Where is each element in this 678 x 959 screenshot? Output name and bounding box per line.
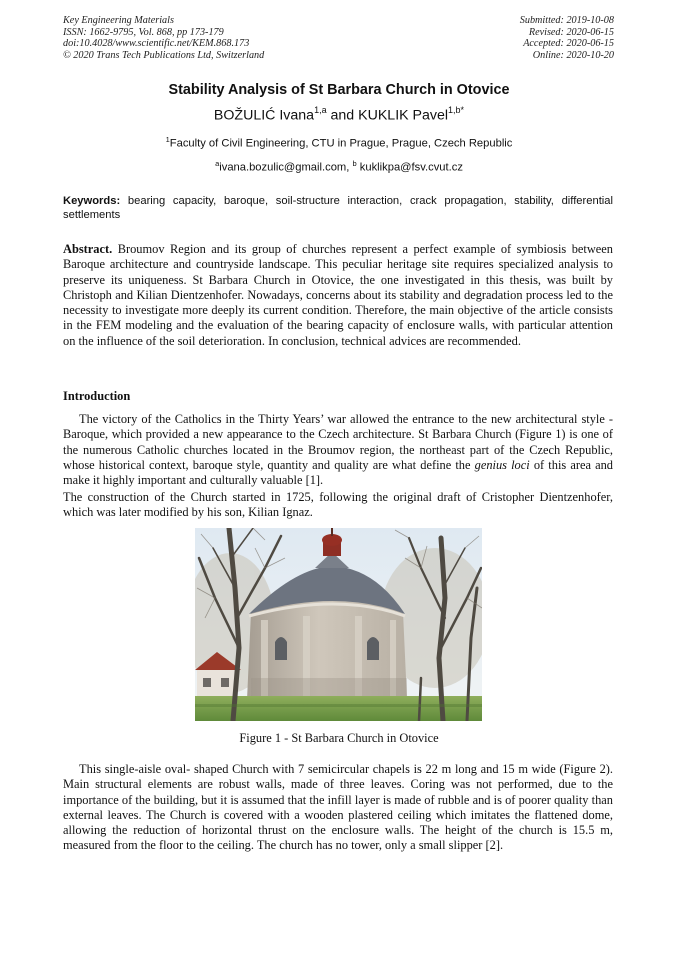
paper-title: Stability Analysis of St Barbara Church in Otovice: [168, 82, 510, 98]
email-b-marker: b: [352, 159, 357, 168]
affiliation: [0, 135, 678, 150]
journal-header-left: [63, 15, 264, 61]
figure-caption: Figure 1 - St Barbara Church in Otovice: [239, 731, 439, 745]
email-a-marker: a: [215, 159, 220, 168]
date-submitted: Submitted: 2019-10-08: [519, 15, 614, 26]
journal-doi: doi:10.4028/www.scientific.net/KEM.868.173: [63, 38, 250, 50]
journal-issn: ISSN: 1662-9795, Vol. 868, pp 173-179: [63, 26, 224, 38]
author-line: [0, 106, 678, 124]
intro-paragraph-1-end: of this area and make it highly important and culturally valuable [1].: [63, 457, 613, 488]
journal-copyright: © 2020 Trans Tech Publications Ltd, Switzerland: [63, 49, 265, 61]
affiliation-marker: 1: [165, 135, 170, 144]
intro-paragraph-1-text: The victory of the Catholics in the Thirty Years’ war allowed the entrance to the new architectural style - Baroque, which provided a new appearance to the Czech architecture. St Barbara Church (Figure 1) is one of the numerous Catholic churches located in the Broumov region, the northeast part of the Czech Republic, whose historical context, baroque style, quantity and quality are what define the: [63, 412, 613, 472]
author-1: BOŽULIĆ Ivana: [213, 107, 315, 124]
date-online: Online: 2020-10-20: [532, 49, 614, 61]
keywords-text: bearing capacity, baroque, soil-structure interaction, crack propagation, stability, differential settlements: [63, 195, 613, 221]
email-a[interactable]: ivana.bozulic@gmail.com,: [219, 161, 353, 174]
genius-loci-italic: genius loci: [474, 457, 530, 472]
intro-paragraph-2: The construction of the Church started in 1725, following the original draft of Cristopher Dientzenhofer, which was later modified by his son, Kilian Ignaz.: [63, 490, 613, 520]
author-2: KUKLIK Pavel: [358, 107, 449, 124]
author-1-affil: 1,a: [314, 105, 327, 115]
author-2-affil: 1,b*: [448, 105, 465, 115]
email-b[interactable]: kuklikpa@fsv.cvut.cz: [356, 161, 463, 174]
keywords-label: Keywords:: [63, 195, 121, 207]
church-photo-illustration: [195, 528, 482, 721]
journal-name: Key Engineering Materials: [63, 15, 174, 26]
journal-header-right: [520, 15, 614, 61]
date-revised: Revised: 2020-06-15: [528, 26, 614, 38]
abstract-text: Broumov Region and its group of churches represent a perfect example of symbiosis between Baroque architecture and countryside landscape. This peculiar heritage site requires specialized analysis to preserve its uniqueness. St Barbara Church in Otovice, the one investigated in this thesis, was built by Christoph and Kilian Dientzenhofer. Nowadays, concerns about its stability and degradation process led to the necessity to investigate more deeply its current condition. Therefore, the main objective of the article consists in the FEM modeling and the evaluation of the bearing capacity of enclosure walls, with particular attention on the influence of the soil deterioration. In conclusion, technical advices are recommended.: [63, 242, 613, 348]
introduction-heading: Introduction: [63, 389, 131, 403]
abstract-label: Abstract.: [63, 242, 113, 256]
intro-paragraph-3: This single-aisle oval- shaped Church with 7 semicircular chapels is 22 m long and 15 m wide (Figure 2). Main structural elements are robust walls, made of three leaves. Coring was not performed, due to the importance of the building, but it is assumed that the infill layer is made of rubble and is of poorer quality than external leaves. The Church is covered with a wooden plastered ceiling which imitates the flattened dome, allowing the reduction of horizontal thrust on the enclosure walls. The height of the church is 15.5 m, measured from the floor to the ceiling. The church has no tower, only a small slipper [2].: [63, 762, 613, 853]
abstract: [63, 242, 613, 349]
church-photo: [195, 528, 482, 721]
author-conjunction: and: [326, 107, 359, 124]
date-accepted: Accepted: 2020-06-15: [523, 38, 614, 50]
intro-paragraph-1: [63, 412, 613, 488]
affiliation-text: Faculty of Civil Engineering, CTU in Prague, Prague, Czech Republic: [169, 137, 513, 150]
keywords: [63, 194, 613, 222]
author-emails: [0, 159, 678, 174]
